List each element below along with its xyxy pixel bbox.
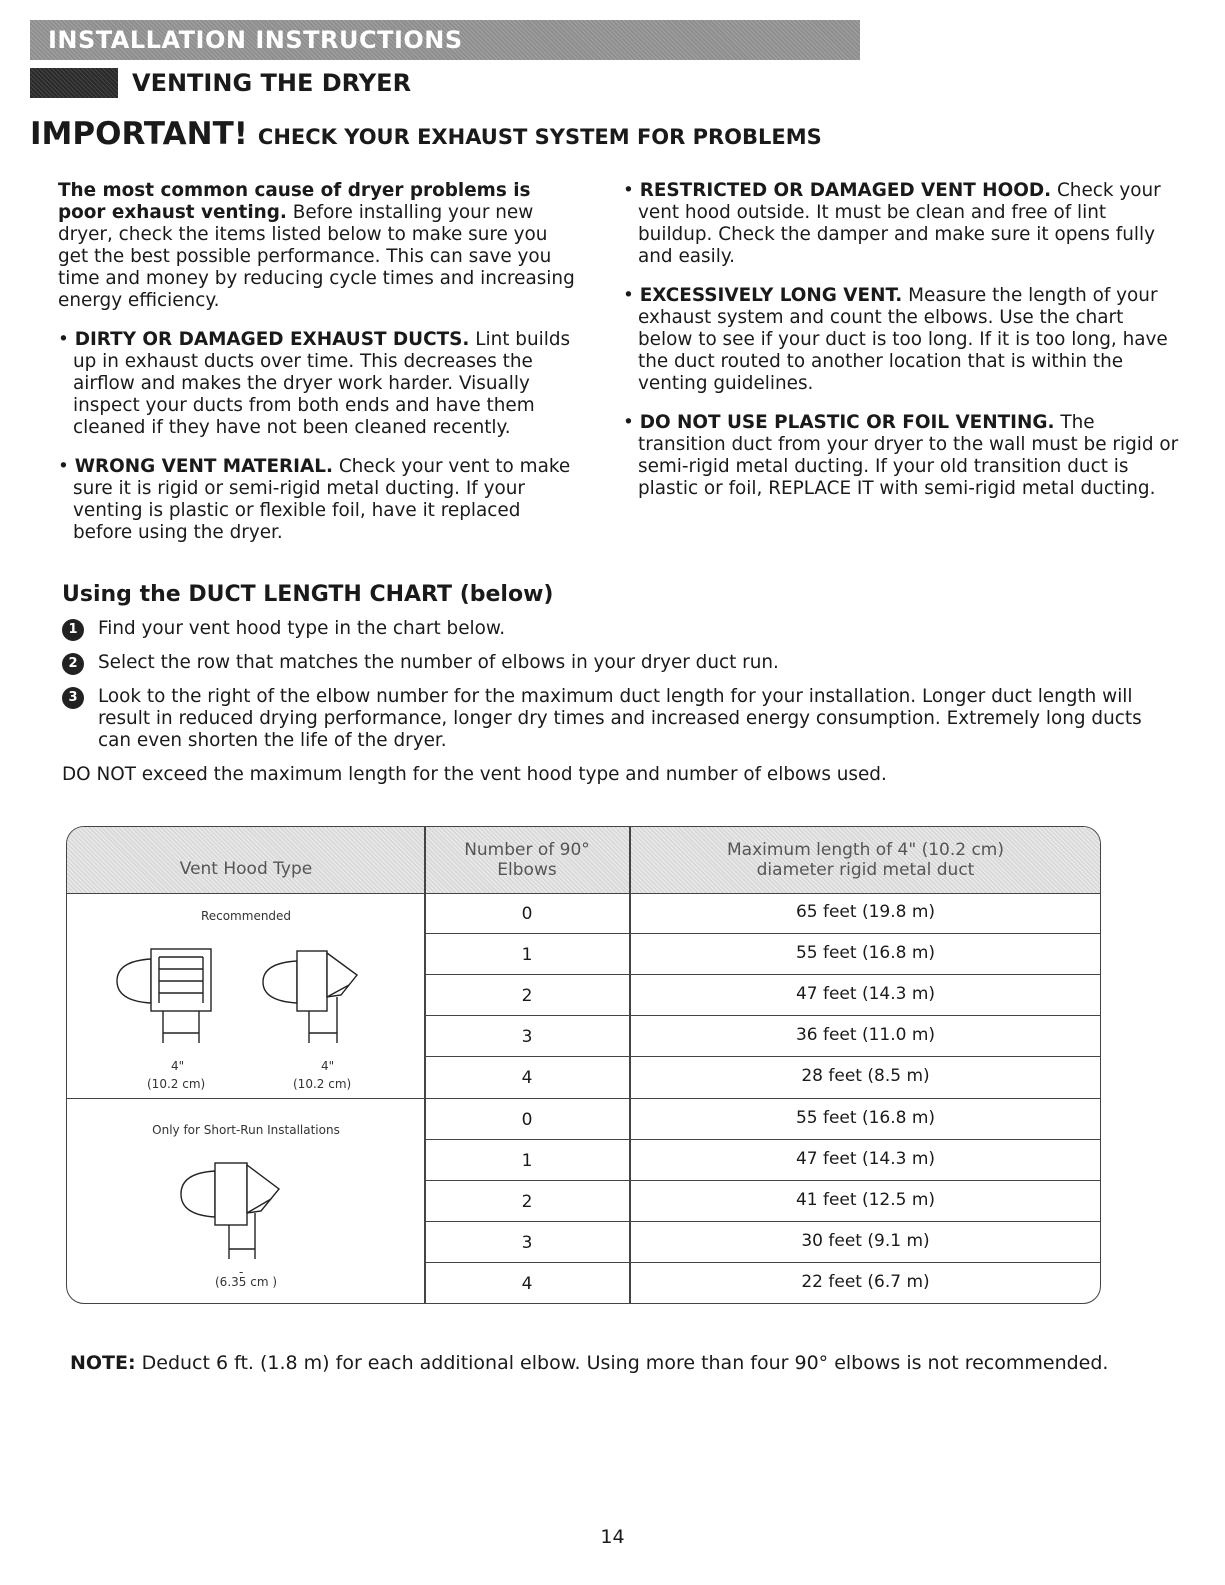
length-cell: 65 feet (19.8 m)	[795, 902, 936, 922]
chart-heading	[62, 580, 553, 610]
header-max-length	[629, 827, 1101, 893]
bullet-head: DIRTY OR DAMAGED EXHAUST DUCTS.	[74, 329, 470, 350]
page-number: 14	[600, 1526, 625, 1548]
elbows-cell: 3	[521, 1233, 533, 1253]
bullet-head: DO NOT USE PLASTIC OR FOIL VENTING.	[639, 412, 1055, 433]
step-text: Look to the right of the elbow number for the maximum duct length for your installation. Longer duct length will result in reduced drying performance, longer dry times and increased energy consumption. Extremely long ducts can even shorten the life of the dryer.	[98, 686, 1142, 751]
dim-label-cm: (10.2 cm)	[147, 1077, 206, 1091]
table-row	[425, 1140, 1101, 1181]
bullet-head: WRONG VENT MATERIAL.	[74, 456, 333, 477]
elbows-cell: 4	[521, 1274, 533, 1294]
step-text: Select the row that matches the number of elbows in your dryer duct run.	[98, 652, 779, 673]
vent-group-short-run	[67, 1099, 425, 1304]
table-row	[425, 1263, 1101, 1304]
chart-heading-pre: Using the	[62, 582, 189, 607]
step-number-icon: 1	[62, 619, 84, 641]
vent-group-recommended	[67, 893, 425, 1099]
bullet-head: RESTRICTED OR DAMAGED VENT HOOD.	[639, 180, 1052, 201]
left-column	[58, 180, 578, 561]
elbows-cell: 3	[521, 1027, 533, 1047]
table-row	[425, 1099, 1101, 1140]
table-row	[425, 1222, 1101, 1263]
important-label: IMPORTANT!	[30, 116, 248, 152]
elbows-cell: 0	[521, 904, 533, 924]
elbows-cell: 1	[521, 945, 533, 965]
bullet-text: Measure the length of your exhaust system and count the elbows. Use the chart below to see if your duct is too long. If it is too long, have the duct routed to another location that is within the venting guidelines.	[638, 285, 1168, 394]
table-row	[425, 893, 1101, 934]
intro-bold: The most common cause of dryer problems is poor exhaust venting.	[58, 180, 531, 223]
header-max-length-line2: diameter rigid metal duct	[756, 860, 975, 880]
table-header	[67, 827, 1100, 894]
length-cell: 36 feet (11.0 m)	[795, 1025, 936, 1045]
length-cell: 41 feet (12.5 m)	[795, 1190, 936, 1210]
dim-label: -	[239, 1265, 244, 1279]
length-cell: 22 feet (6.7 m)	[801, 1272, 930, 1292]
length-cell: 47 feet (14.3 m)	[795, 984, 936, 1004]
bullet-dirty-ducts: • DIRTY OR DAMAGED EXHAUST DUCTS. Lint builds up in exhaust ducts over time. This decreases the airflow and makes the dryer work harder. Visually inspect your ducts from both ends and have them cleaned if they have not been cleaned recently.	[58, 329, 571, 438]
header-vent-hood-type: Vent Hood Type	[179, 859, 313, 879]
section-banner: INSTALLATION INSTRUCTIONS	[30, 20, 860, 60]
length-cell: 55 feet (16.8 m)	[795, 1108, 936, 1128]
elbows-cell: 1	[521, 1151, 533, 1171]
chart-heading-post: (below)	[452, 582, 554, 607]
bullet-text: Lint builds up in exhaust ducts over time. This decreases the airflow and makes the dryer work harder. Visually inspect your ducts from both ends and have them cleaned if they have not been cleaned recently.	[73, 329, 571, 438]
step-number-icon: 2	[62, 653, 84, 675]
vent-hood-diagrams-icon	[111, 941, 381, 1059]
step-item	[62, 686, 1172, 752]
bullet-wrong-material: • WRONG VENT MATERIAL. Check your vent to make sure it is rigid or semi-rigid metal ducting. If your venting is plastic or flexible foil, have it replaced before using the dryer.	[58, 456, 571, 543]
important-heading	[30, 116, 822, 152]
step-number-icon: 3	[62, 687, 84, 709]
table-row	[425, 1016, 1101, 1057]
length-cell: 47 feet (14.3 m)	[795, 1149, 936, 1169]
bullet-text: Check your vent hood outside. It must be clean and free of lint buildup. Check the damper and make sure it opens fully and easily.	[638, 180, 1161, 267]
bullet-long-vent: • EXCESSIVELY LONG VENT. Measure the length of your exhaust system and count the elbows. Use the chart below to see if your duct is too long. If it is too long, have the duct routed to another location that is within the venting guidelines.	[623, 285, 1168, 394]
note	[70, 1351, 1108, 1375]
step-item	[62, 618, 1172, 640]
length-cell: 55 feet (16.8 m)	[795, 943, 936, 963]
step-text: Find your vent hood type in the chart below.	[98, 618, 506, 639]
header-max-length-line1: Maximum length of 4" (10.2 cm)	[726, 840, 1004, 860]
elbows-cell: 4	[521, 1068, 533, 1088]
dim-label-cm: (6.35 cm )	[215, 1275, 277, 1289]
table-row	[425, 975, 1101, 1016]
header-elbows-line1: Number of 90°	[464, 840, 590, 860]
bullet-text: The transition duct from your dryer to the wall must be rigid or semi-rigid metal ducting. If your old transition duct is plastic or foil, REPLACE IT with semi-rigid metal ducting.	[638, 412, 1179, 499]
important-subtitle: CHECK YOUR EXHAUST SYSTEM FOR PROBLEMS	[257, 125, 822, 149]
step-item	[62, 652, 1172, 674]
bullet-text: Check your vent to make sure it is rigid or semi-rigid metal ducting. If your venting is plastic or flexible foil, have it replaced before using the dryer.	[73, 456, 571, 543]
dim-label-cm: (10.2 cm)	[293, 1077, 352, 1091]
dim-label: 4"	[171, 1059, 185, 1073]
table-row	[425, 1181, 1101, 1222]
length-cell: 28 feet (8.5 m)	[801, 1066, 930, 1086]
group-label: Only for Short-Run Installations	[152, 1123, 340, 1137]
chart-heading-cap: DUCT LENGTH CHART	[188, 582, 453, 607]
table-row	[425, 934, 1101, 975]
note-text: Deduct 6 ft. (1.8 m) for each additional elbow. Using more than four 90° elbows is not recommended.	[135, 1352, 1109, 1374]
intro-text: Before installing your new dryer, check the items listed below to make sure you get the best possible performance. This can save you time and money by reducing cycle times and increasing energy efficiency.	[58, 202, 575, 311]
section-title: VENTING THE DRYER	[132, 69, 412, 97]
length-cell: 30 feet (9.1 m)	[801, 1231, 930, 1251]
group-label: Recommended	[200, 909, 292, 923]
do-not-exceed-text: DO NOT exceed the maximum length for the vent hood type and number of elbows used.	[62, 764, 887, 785]
bullet-head: EXCESSIVELY LONG VENT.	[639, 285, 903, 306]
duct-length-table	[66, 826, 1101, 1304]
vent-hood-short-run-icon	[171, 1155, 321, 1265]
bullet-vent-hood: • RESTRICTED OR DAMAGED VENT HOOD. Check your vent hood outside. It must be clean and free of lint buildup. Check the damper and make sure it opens fully and easily.	[623, 180, 1161, 267]
dim-label: 4"	[321, 1059, 335, 1073]
note-label: NOTE:	[70, 1352, 136, 1374]
elbows-cell: 2	[521, 1192, 533, 1212]
section-marker	[30, 68, 118, 98]
header-elbows	[425, 827, 629, 893]
intro-paragraph	[58, 180, 578, 312]
bullet-no-plastic: • DO NOT USE PLASTIC OR FOIL VENTING. The transition duct from your dryer to the wall must be rigid or semi-rigid metal ducting. If your old transition duct is plastic or foil, REPLACE IT with semi-rigid metal ducting.	[623, 412, 1179, 499]
elbows-cell: 0	[521, 1110, 533, 1130]
elbows-cell: 2	[521, 986, 533, 1006]
right-column	[623, 180, 1183, 517]
header-elbows-line2: Elbows	[497, 860, 557, 880]
steps-list	[62, 618, 1172, 764]
table-row	[425, 1057, 1101, 1099]
